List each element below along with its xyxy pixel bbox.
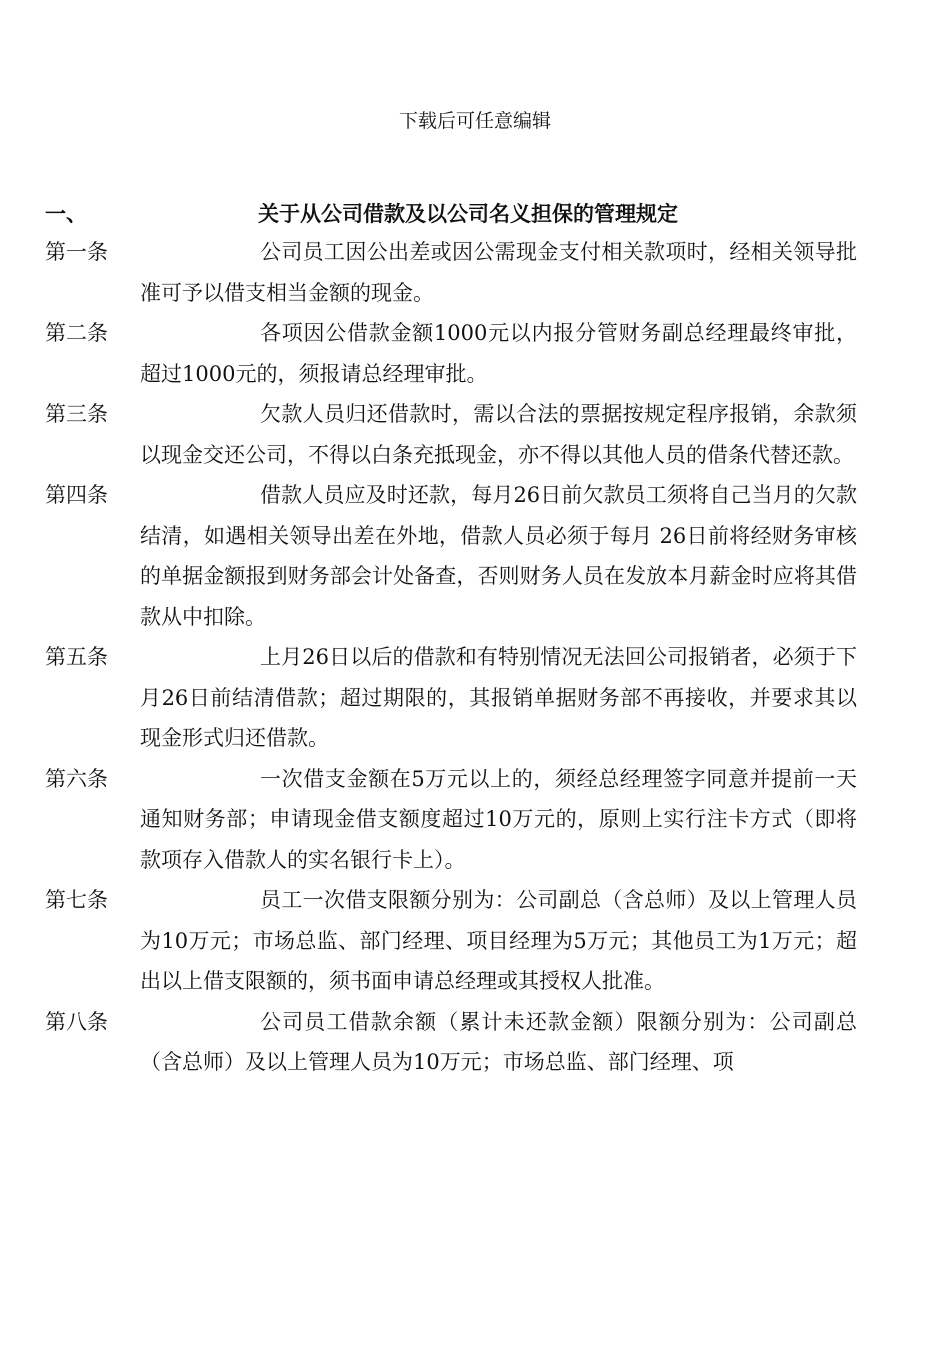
article-label: 第一条 <box>45 240 108 264</box>
article-4 <box>0 475 950 637</box>
section-heading <box>45 198 905 228</box>
article-1 <box>0 232 950 313</box>
header-note: 下载后可任意编辑 <box>398 110 551 132</box>
article-label: 第二条 <box>45 321 108 345</box>
article-label: 第七条 <box>45 888 108 912</box>
article-text: 欠款人员归还借款时，需以合法的票据按规定程序报销，余款须以现金交还公司，不得以白条充抵现金，亦不得以其他人员的借条代替还款。 <box>140 402 857 467</box>
article-label: 第三条 <box>45 402 108 426</box>
article-text: 借款人员应及时还款，每月26日前欠款员工须将自己当月的欠款结清，如遇相关领导出差在外地，借款人员必须于每月 26日前将经财务审核的单据金额报到财务部会计处备查，否则财务人员在发放本月薪金时应将其借款从中扣除。 <box>140 483 857 629</box>
article-3 <box>0 394 950 475</box>
article-8 <box>0 1002 950 1083</box>
article-label: 第四条 <box>45 483 108 507</box>
section-title: 关于从公司借款及以公司名义担保的管理规定 <box>258 201 678 226</box>
article-text: 员工一次借支限额分别为：公司副总（含总师）及以上管理人员为10万元；市场总监、部门经理、项目经理为5万元；其他员工为1万元；超出以上借支限额的，须书面申请总经理或其授权人批准。 <box>140 888 857 993</box>
article-text: 公司员工借款余额（累计未还款金额）限额分别为：公司副总（含总师）及以上管理人员为10万元；市场总监、部门经理、项 <box>140 1009 857 1074</box>
section-number: 一、 <box>45 201 87 226</box>
article-text: 各项因公借款金额1000元以内报分管财务副总经理最终审批，超过1000元的，须报请总经理审批。 <box>140 321 857 386</box>
article-text: 公司员工因公出差或因公需现金支付相关款项时，经相关领导批准可予以借支相当金额的现金。 <box>140 240 857 305</box>
article-7 <box>0 880 950 1002</box>
article-2 <box>0 313 950 394</box>
article-6 <box>0 759 950 881</box>
article-list <box>0 232 950 1083</box>
article-label: 第八条 <box>45 1009 108 1034</box>
article-label: 第六条 <box>45 766 108 791</box>
article-label: 第五条 <box>45 645 108 669</box>
article-text: 上月26日以后的借款和有特别情况无法回公司报销者，必须于下月26日前结清借款；超过期限的，其报销单据财务部不再接收，并要求其以现金形式归还借款。 <box>140 645 857 750</box>
article-text: 一次借支金额在5万元以上的，须经总经理签字同意并提前一天通知财务部；申请现金借支额度超过10万元的，原则上实行注卡方式（即将款项存入借款人的实名银行卡上）。 <box>140 766 857 872</box>
article-5 <box>0 637 950 759</box>
